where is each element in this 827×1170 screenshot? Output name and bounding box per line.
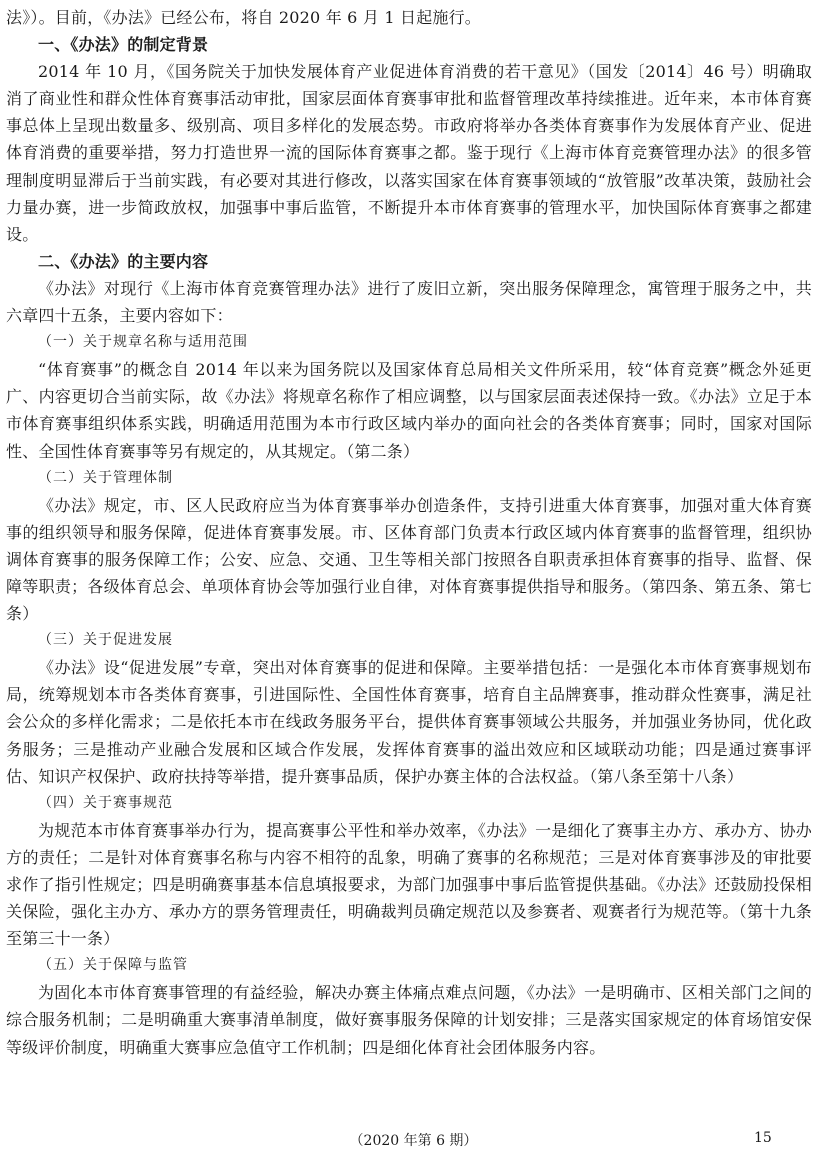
paragraph-background: 2014 年 10 月，《国务院关于加快发展体育产业促进体育消费的若干意见》（国发〔2014〕46 号）明确取消了商业性和群众性体育赛事活动审批，国家层面体育赛事审批和监督管理改革持续推进。近年来，本市体育赛事总体上呈现出数量多、级别高、项目多样化的发展态势。市政府将举办各类体育赛事作为发展体育产业、促进体育消费的重要举措，努力打造世界一流的国际体育赛事之都。鉴于现行《上海市体育竞赛管理办法》的很多管理制度明显滞后于当前实践，有必要对其进行修改，以落实国家在体育赛事领域的“放管服”改革决策，鼓励社会力量办赛，进一步简政放权，加强事中事后监管，不断提升本市体育赛事的管理水平，加快国际体育赛事之都建设。 — [6, 62, 812, 244]
paragraph-development: 《办法》设“促进发展”专章，突出对体育赛事的促进和保障。主要举措包括：一是强化本市体育赛事规划布局，统筹规划本市各类体育赛事，引进国际性、全国性体育赛事，培育自主品牌赛事，推动群众性赛事，满足社会公众的多样化需求；二是依托本市在线政务服务平台，提供体育赛事领域公共服务，并加强业务协同，优化政务服务；三是推动产业融合发展和区域合作发展，发挥体育赛事的溢出效应和区域联动功能；四是通过赛事评估、知识产权保护、政府扶持等举措，提升赛事品质，保护办赛主体的合法权益。（第八条至第十八条） — [6, 658, 812, 786]
body-text — [6, 4, 812, 1061]
section-heading-main-content: 二、《办法》的主要内容 — [38, 251, 209, 271]
issue-label: （2020 年第 6 期） — [349, 1133, 478, 1149]
paragraph-supervision: 为固化本市体育赛事管理的有益经验，解决办赛主体痛点难点问题，《办法》一是明确市、区相关部门之间的综合服务机制；二是明确重大赛事清单制度，做好赛事服务保障的计划安排；三是落实国家规定的体育场馆安保等级评价制度，明确重大赛事应急值守工作机制；四是细化体育社会团体服务内容。 — [6, 983, 812, 1057]
paragraph-norms: 为规范本市体育赛事举办行为，提高赛事公平性和举办效率，《办法》一是细化了赛事主办方、承办方、协办方的责任；二是针对体育赛事名称与内容不相符的乱象，明确了赛事的名称规范；三是对体育赛事涉及的审批要求作了指引性规定；四是明确赛事基本信息填报要求，为部门加强事中事后监管提供基础。《办法》还鼓励投保相关保险，强化主办方、承办方的票务管理责任，明确裁判员确定规范以及参赛者、观赛者行为规范等。（第十九条至第三十一条） — [6, 820, 812, 949]
subsection-heading-development: （三）关于促进发展 — [38, 632, 173, 649]
lead-fragment: 法》）。目前，《办法》已经公布，将自 2020 年 6 月 1 日起施行。 — [6, 8, 481, 27]
section-heading-background: 一、《办法》的制定背景 — [38, 35, 209, 55]
subsection-heading-scope: （一）关于规章名称与适用范围 — [38, 334, 248, 351]
paragraph-management: 《办法》规定，市、区人民政府应当为体育赛事举办创造条件，支持引进重大体育赛事，加强对重大体育赛事的组织领导和服务保障，促进体育赛事发展。市、区体育部门负责本行政区域内体育赛事的监督管理，组织协调体育赛事的服务保障工作；公安、应急、交通、卫生等相关部门按照各自职责承担体育赛事的指导、监督、保障等职责；各级体育总会、单项体育协会等加强行业自律，对体育赛事提供指导和服务。（第四条、第五条、第七条） — [6, 495, 812, 624]
subsection-heading-management: （二）关于管理体制 — [38, 469, 173, 486]
paragraph-scope: “体育赛事”的概念自 2014 年以来为国务院以及国家体育总局相关文件所采用，较“体育竞赛”概念外延更广、内容更切合当前实际，故《办法》将规章名称作了相应调整，以与国家层面表述保持一致。《办法》立足于本市体育赛事组织体系实践，明确适用范围为本市行政区域内举办的面向社会的各类体育赛事；同时，国家对国际性、全国性体育赛事等另有规定的，从其规定。（第二条） — [6, 360, 812, 461]
paragraph-main-content: 《办法》对现行《上海市体育竞赛管理办法》进行了废旧立新，突出服务保障理念，寓管理于服务之中，共六章四十五条，主要内容如下： — [6, 278, 812, 326]
subsection-heading-norms: （四）关于赛事规范 — [38, 794, 173, 811]
page-footer — [0, 1130, 827, 1154]
page-number: 15 — [754, 1130, 772, 1146]
subsection-heading-supervision: （五）关于保障与监管 — [38, 957, 188, 974]
